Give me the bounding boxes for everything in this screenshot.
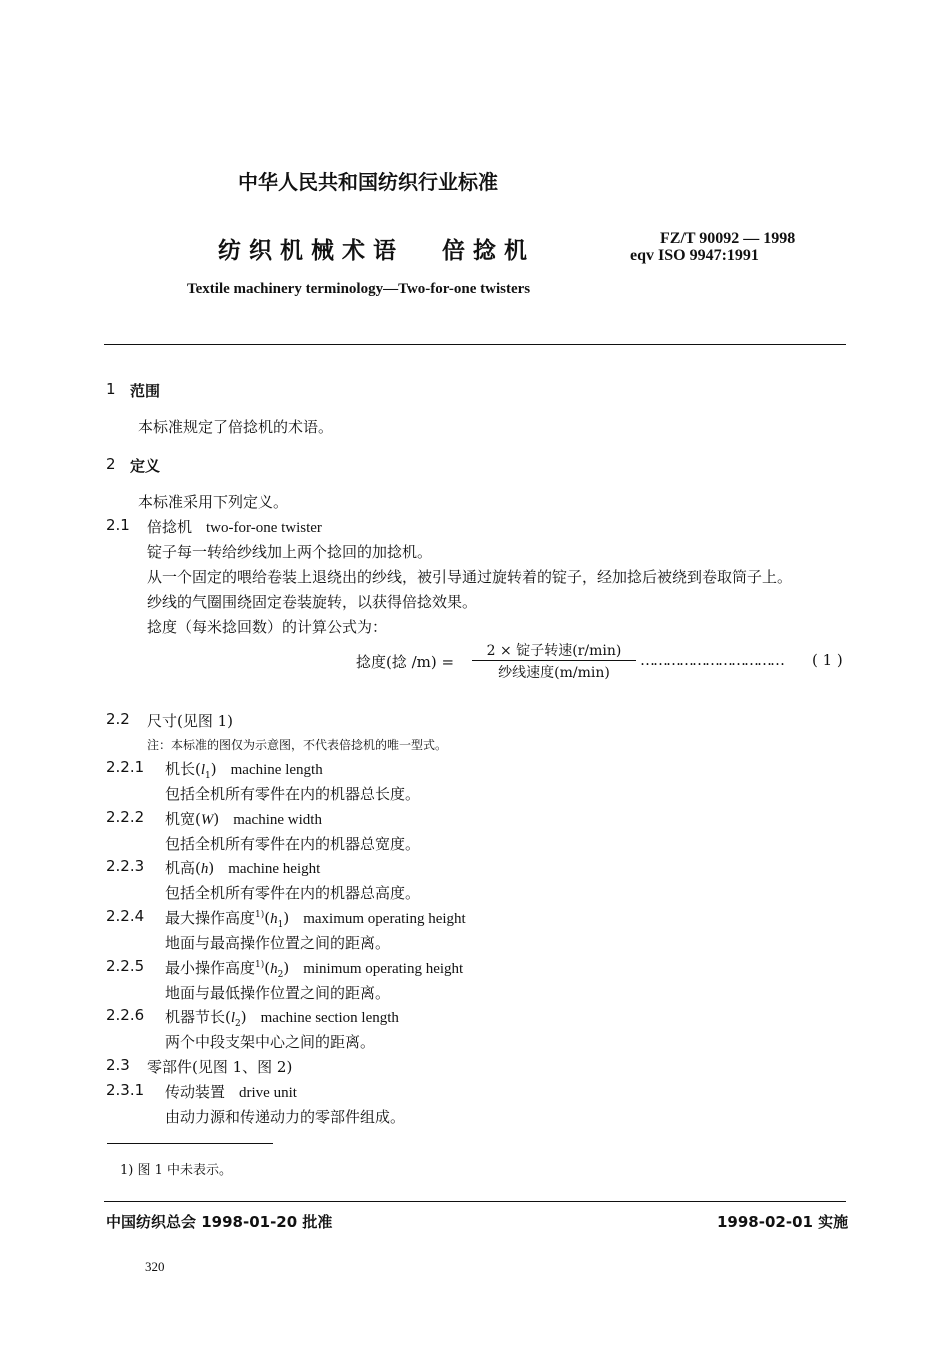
footnote-divider: [107, 1143, 273, 1144]
term-cn: 机宽: [165, 810, 196, 828]
footnote: 1) 图 1 中未表示。: [120, 1163, 233, 1178]
term-en: drive unit: [239, 1085, 297, 1101]
formula-label: ( 1 ): [812, 651, 843, 669]
definition-line: 地面与最低操作位置之间的距离。: [165, 984, 391, 1002]
page-number: 320: [145, 1259, 165, 1274]
term-cn: 机长: [165, 760, 196, 778]
definition-line: 包括全机所有零件在内的机器总高度。: [165, 884, 421, 902]
formula-leader-dots: ……………………………: [640, 651, 783, 669]
document-title-en: Textile machinery terminology—Two-for-one twisters: [187, 281, 531, 297]
section-title-scope: 范围: [130, 382, 161, 400]
term-symbol: l: [230, 1010, 236, 1026]
definitions-intro: 本标准采用下列定义。: [138, 493, 289, 511]
term-en: machine length: [230, 762, 323, 778]
equivalent-standard: eqv ISO 9947:1991: [630, 247, 759, 264]
term-cn: 倍捻机: [147, 518, 193, 536]
effective-date: 1998-02-01 实施: [717, 1213, 849, 1231]
term-cn: 机高: [165, 859, 196, 877]
term-cn: 最小操作高度: [165, 959, 256, 977]
term-symbol: l: [200, 762, 206, 778]
term-machine-height: 机高(h) machine height: [165, 859, 321, 877]
formula-numerator: 2 × 锭子转速(r/min): [472, 640, 636, 661]
clause-number: 2.1: [106, 516, 130, 534]
term-minimum-operating-height: 最小操作高度$^{1)}(h_2)$ minimum operating height: [165, 959, 464, 980]
term-en: two-for-one twister: [206, 520, 322, 536]
footnote-ref: 1): [255, 960, 265, 970]
approval-line: 中国纺织总会 1998-01-20 批准: [106, 1213, 333, 1231]
clause-number: 2.2.2: [106, 808, 145, 826]
definition-line: 从一个固定的喂给卷装上退绕出的纱线，被引导通过旋转着的锭子，经加捻后被绕到卷取筒子上。: [147, 568, 793, 586]
term-symbol-subscript: 2: [277, 970, 284, 980]
term-machine-length: 机长$(l_1)$ machine length: [165, 760, 323, 781]
section-number: 1: [106, 380, 116, 398]
clause-number: 2.2.3: [106, 857, 145, 875]
figure-note: 注：本标准的图仅为示意图，不代表倍捻机的唯一型式。: [147, 738, 448, 752]
term-machine-section-length: 机器节长$(l_2)$ machine section length: [165, 1008, 399, 1029]
header-divider: [104, 344, 846, 345]
term-maximum-operating-height: 最大操作高度$^{1)}(h_1)$ maximum operating height: [165, 909, 466, 930]
term-symbol: h: [200, 861, 209, 877]
clause-title-components: 零部件(见图 1、图 2): [147, 1058, 293, 1076]
term-two-for-one-twister: [147, 516, 322, 537]
document-title-cn: 纺 织 机 械 术 语 倍 捻 机: [218, 238, 528, 264]
term-en: machine width: [233, 812, 322, 828]
term-cn: 最大操作高度: [165, 909, 256, 927]
clause-title-dimensions: 尺寸(见图 1): [147, 712, 234, 730]
definition-line: 包括全机所有零件在内的机器总长度。: [165, 785, 421, 803]
clause-number: 2.2.1: [106, 758, 145, 776]
clause-number: 2.2: [106, 710, 130, 728]
definition-line: 地面与最高操作位置之间的距离。: [165, 934, 391, 952]
definition-line: 包括全机所有零件在内的机器总宽度。: [165, 835, 421, 853]
clause-number: 2.3: [106, 1056, 130, 1074]
term-symbol-subscript: 1: [277, 920, 284, 930]
clause-number: 2.3.1: [106, 1081, 145, 1099]
scope-text: 本标准规定了倍捻机的术语。: [138, 418, 334, 436]
term-en: maximum operating height: [303, 911, 466, 927]
term-symbol: h: [270, 911, 278, 927]
definition-line: 两个中段支架中心之间的距离。: [165, 1033, 376, 1051]
definition-line: 捻度（每米捻回数）的计算公式为：: [147, 618, 388, 636]
term-symbol: W: [200, 812, 214, 828]
formula-fraction: [472, 640, 636, 682]
org-title: 中华人民共和国纺织行业标准: [238, 170, 498, 194]
formula-denominator: 纱线速度(m/min): [498, 665, 610, 681]
footer-divider: [104, 1201, 846, 1202]
term-symbol: h: [270, 961, 278, 977]
term-cn: 传动装置: [165, 1083, 226, 1101]
footnote-ref: 1): [255, 910, 265, 920]
clause-number: 2.2.5: [106, 957, 145, 975]
term-en: minimum operating height: [303, 961, 464, 977]
term-symbol-subscript: 2: [235, 1019, 241, 1029]
formula-lhs: 捻度(捻 /m) =: [356, 653, 455, 671]
section-number: 2: [106, 455, 116, 473]
clause-number: 2.2.6: [106, 1006, 145, 1024]
standard-code: FZ/T 90092 — 1998: [660, 230, 796, 247]
term-drive-unit: [165, 1081, 297, 1102]
term-machine-width: 机宽(W) machine width: [165, 810, 322, 828]
term-cn: 机器节长: [165, 1008, 226, 1026]
clause-number: 2.2.4: [106, 907, 145, 925]
definition-line: 纱线的气圈围绕固定卷装旋转，以获得倍捻效果。: [147, 593, 478, 611]
definition-line: 由动力源和传递动力的零部件组成。: [165, 1108, 406, 1126]
section-title-definitions: 定义: [130, 457, 161, 475]
term-en: machine section length: [260, 1010, 399, 1026]
term-symbol-subscript: 1: [205, 771, 211, 781]
term-en: machine height: [228, 861, 321, 877]
definition-line: 锭子每一转给纱线加上两个捻回的加捻机。: [147, 543, 433, 561]
